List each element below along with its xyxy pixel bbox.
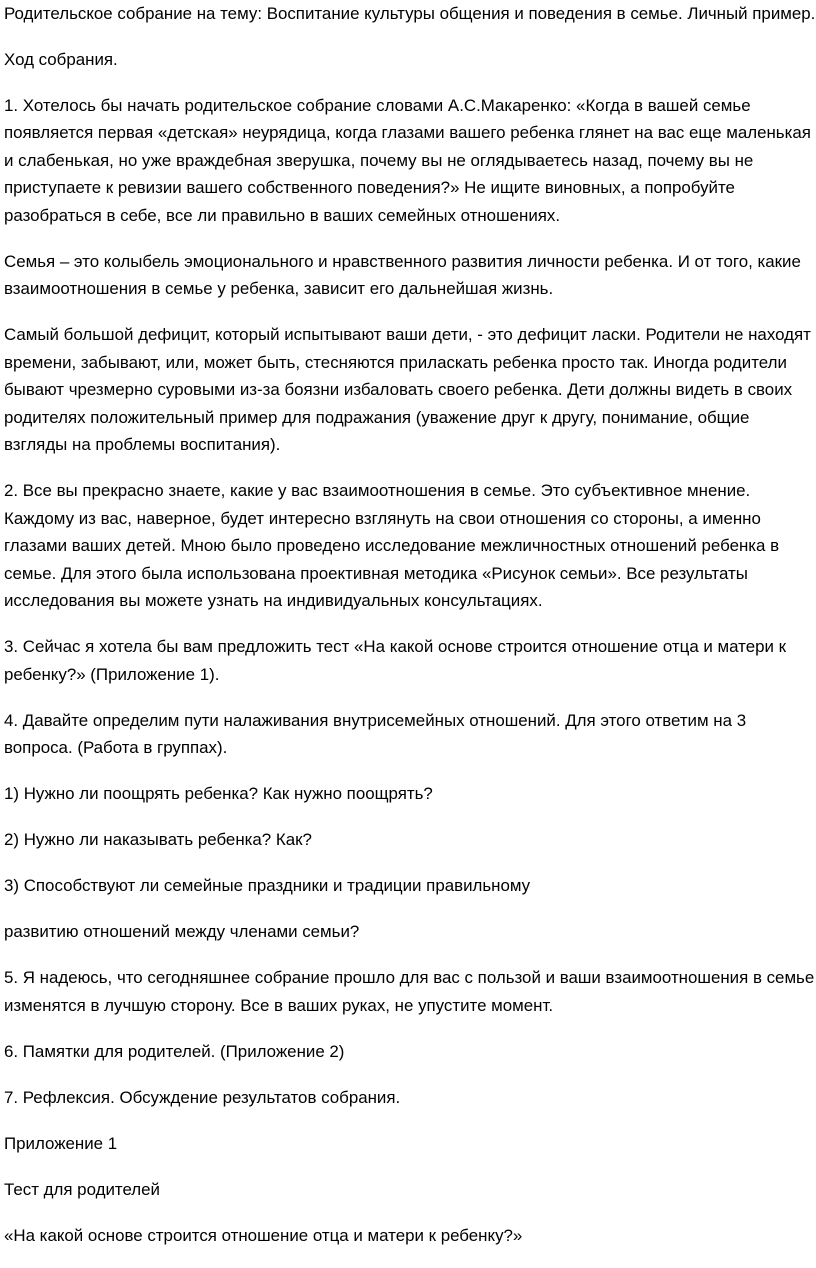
test-question: «На какой основе строится отношение отца и матери к ребенку?» <box>4 1225 523 1245</box>
question-encourage: 1) Нужно ли поощрять ребенка? Как нужно поощрять? <box>4 784 433 803</box>
paragraph-memos: 6. Памятки для родителей. (Приложение 2) <box>4 1041 345 1061</box>
question-punish: 2) Нужно ли наказывать ребенка? Как? <box>4 830 312 849</box>
appendix-heading: Приложение 1 <box>4 1133 118 1153</box>
paragraph-parent-test: 3. Сейчас я хотела бы вам предложить тест «На какой основе строится отношение отца и матери к ребенку?» (Приложение 1). <box>4 637 787 684</box>
paragraph-reflection: 7. Рефлексия. Обсуждение результатов собрания. <box>4 1087 401 1107</box>
paragraph-conclusion: 5. Я надеюсь, что сегодняшнее собрание прошло для вас с пользой и ваши взаимоотношения в семье изменятся в лучшую сторону. Все в ваших руках, не упустите момент. <box>4 968 815 1015</box>
paragraph-group-work: 4. Давайте определим пути налаживания внутрисемейных отношений. Для этого ответим на 3 вопроса. (Работа в группах). <box>4 710 747 757</box>
document-title: Родительское собрание на тему: Воспитание культуры общения и поведения в семье. Личный пример. <box>4 3 816 23</box>
paragraph-makarenko-quote: 1. Хотелось бы начать родительское собрание словами А.С.Макаренко: «Когда в вашей семье появляется первая «детская» неурядица, когда глазами вашего ребенка глянет на вас еще маленькая и слабенькая, но уже враждебная зверушка, почему вы не оглядываетесь назад, почему вы не приступаете к ревизии вашего собственного поведения?» Не ищите виновных, а попробуйте разобраться в себе, все ли правильно в ваших семейных отношениях. <box>4 95 811 225</box>
question-traditions-part1: 3) Способствуют ли семейные праздники и традиции правильному <box>4 876 531 895</box>
question-traditions-part2: развитию отношений между членами семьи? <box>4 922 360 941</box>
test-title: Тест для родителей <box>4 1179 160 1199</box>
paragraph-family-cradle: Семья – это колыбель эмоционального и нравственного развития личности ребенка. И от того, какие взаимоотношения в семье у ребенка, зависит его дальнейшая жизнь. <box>4 251 801 298</box>
meeting-progress-heading: Ход собрания. <box>4 49 118 69</box>
paragraph-affection-deficit: Самый большой дефицит, который испытывают ваши дети, - это дефицит ласки. Родители не находят времени, забывают, или, может быть, стесняются приласкать ребенка просто так. Иногда родители бывают чрезмерно суровыми из-за боязни избаловать своего ребенка. Дети должны видеть в своих родителях положительный пример для подражания (уважение друг к другу, понимание, общие взгляды на проблемы воспитания). <box>4 325 811 454</box>
paragraph-family-drawing-study: 2. Все вы прекрасно знаете, какие у вас взаимоотношения в семье. Это субъективное мнение. Каждому из вас, наверное, будет интересно взглянуть на свои отношения со стороны, а именно глазами ваших детей. Мною было проведено исследование межличностных отношений ребенка в семье. Для этого была использована проективная методика «Рисунок семьи». Все результаты исследования вы можете узнать на индивидуальных консультациях. <box>4 481 780 610</box>
